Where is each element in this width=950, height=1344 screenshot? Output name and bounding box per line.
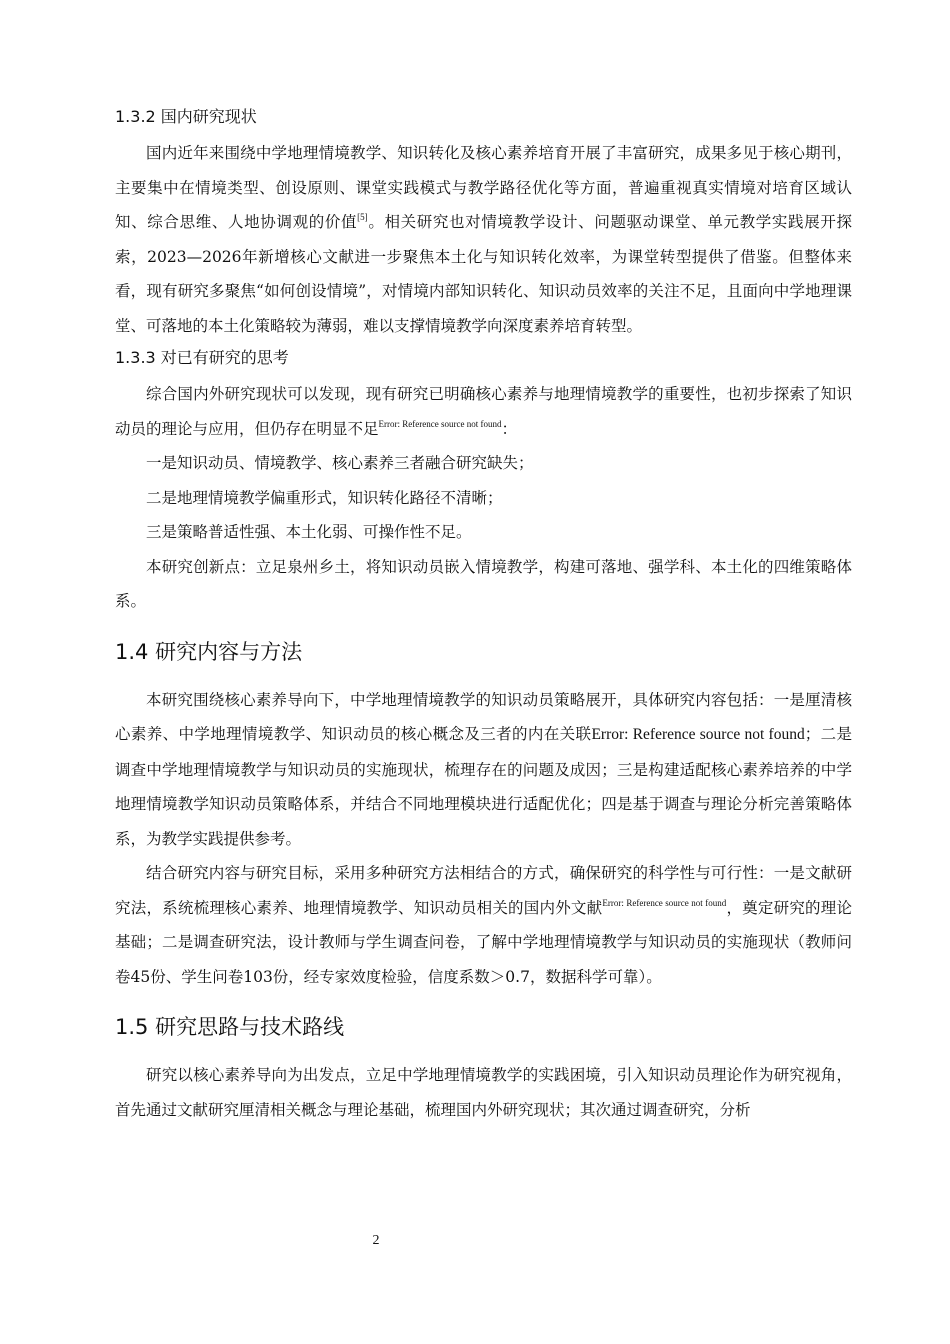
heading-1-3-3: 1.3.3 对已有研究的思考 — [115, 348, 289, 367]
text-run: ，奠定研究的理论基础；二是调查研究法，设计教师与学生调查问卷，了解中学地理情境教学与知识动员的实施现状（教师问卷45份、学生问卷103份，经专家效度检验，信度系数＞0.7，数据科学可靠）。 — [115, 898, 852, 986]
list-item-3: 三是策略普适性强、本土化弱、可操作性不足。 — [146, 523, 472, 541]
heading-1-5: 1.5 研究思路与技术路线 — [115, 1015, 345, 1039]
text-run: ： — [501, 419, 517, 438]
citation-superscript: [5] — [357, 212, 368, 222]
paragraph-research-approach: 研究以核心素养导向为出发点，立足中学地理情境教学的实践困境，引入知识动员理论作为研究视角，首先通过文献研究厘清相关概念与理论基础，梳理国内外研究现状；其次通过调查研究，分析 — [115, 1066, 852, 1119]
citation-superscript: Error: Reference source not found — [378, 418, 502, 429]
heading-1-4: 1.4 研究内容与方法 — [115, 639, 303, 664]
text-run: 国内近年来围绕中学地理情境教学、知识转化及核心素养培育开展了丰富研究，成果多见于核心期刊，主要集中在情境类型、创设原则、课堂实践模式与教学路径优化等方面，普遍重视真实情境对培育区域认知、综合思维、人地协调观的价值 — [115, 144, 852, 231]
citation-superscript: Error: Reference source not found — [602, 897, 727, 908]
paragraph-research-methods — [115, 856, 852, 994]
page-number: 2 — [372, 1233, 380, 1248]
reference-error-inline: Error: Reference source not found — [591, 726, 805, 743]
paragraph-research-content — [115, 683, 852, 857]
text-run: 结合研究内容与研究目标，采用多种研究方法相结合的方式，确保研究的科学性与可行性：一是文献研究法，系统梳理核心素养、地理情境教学、知识动员相关的国内外文献 — [115, 864, 852, 917]
paragraph-innovation: 本研究创新点：立足泉州乡土，将知识动员嵌入情境教学，构建可落地、强学科、本土化的四维策略体系。 — [115, 557, 852, 610]
page-body — [115, 104, 852, 1127]
text-run: 。相关研究也对情境教学设计、问题驱动课堂、单元教学实践展开探索，2023—2026年新增核心文献进一步聚焦本土化与知识转化效率，为课堂转型提供了借鉴。但整体来看，现有研究多聚焦“如何创设情境”，对情境内部知识转化、知识动员效率的关注不足，且面向中学地理课堂、可落地的本土化策略较为薄弱，难以支撑情境教学向深度素养培育转型。 — [115, 213, 852, 335]
paragraph-domestic-research — [115, 136, 852, 343]
text-run: ；二是调查中学地理情境教学与知识动员的实施现状，梳理存在的问题及成因；三是构建适配核心素养培养的中学地理情境教学知识动员策略体系，并结合不同地理模块进行适配优化；四是基于调查与理论分析完善策略体系，为教学实践提供参考。 — [115, 725, 852, 848]
paragraph-reflection — [115, 377, 852, 446]
text-run: 本研究围绕核心素养导向下，中学地理情境教学的知识动员策略展开，具体研究内容包括：一是厘清核心素养、中学地理情境教学、知识动员的核心概念及三者的内在关联 — [115, 690, 852, 743]
list-item-1: 一是知识动员、情境教学、核心素养三者融合研究缺失； — [146, 454, 534, 472]
heading-1-3-2: 1.3.2 国内研究现状 — [115, 107, 257, 126]
text-run: 综合国内外研究现状可以发现，现有研究已明确核心素养与地理情境教学的重要性，也初步探索了知识动员的理论与应用，但仍存在明显不足 — [115, 385, 852, 438]
list-item-2: 二是地理情境教学偏重形式，知识转化路径不清晰； — [146, 488, 503, 507]
